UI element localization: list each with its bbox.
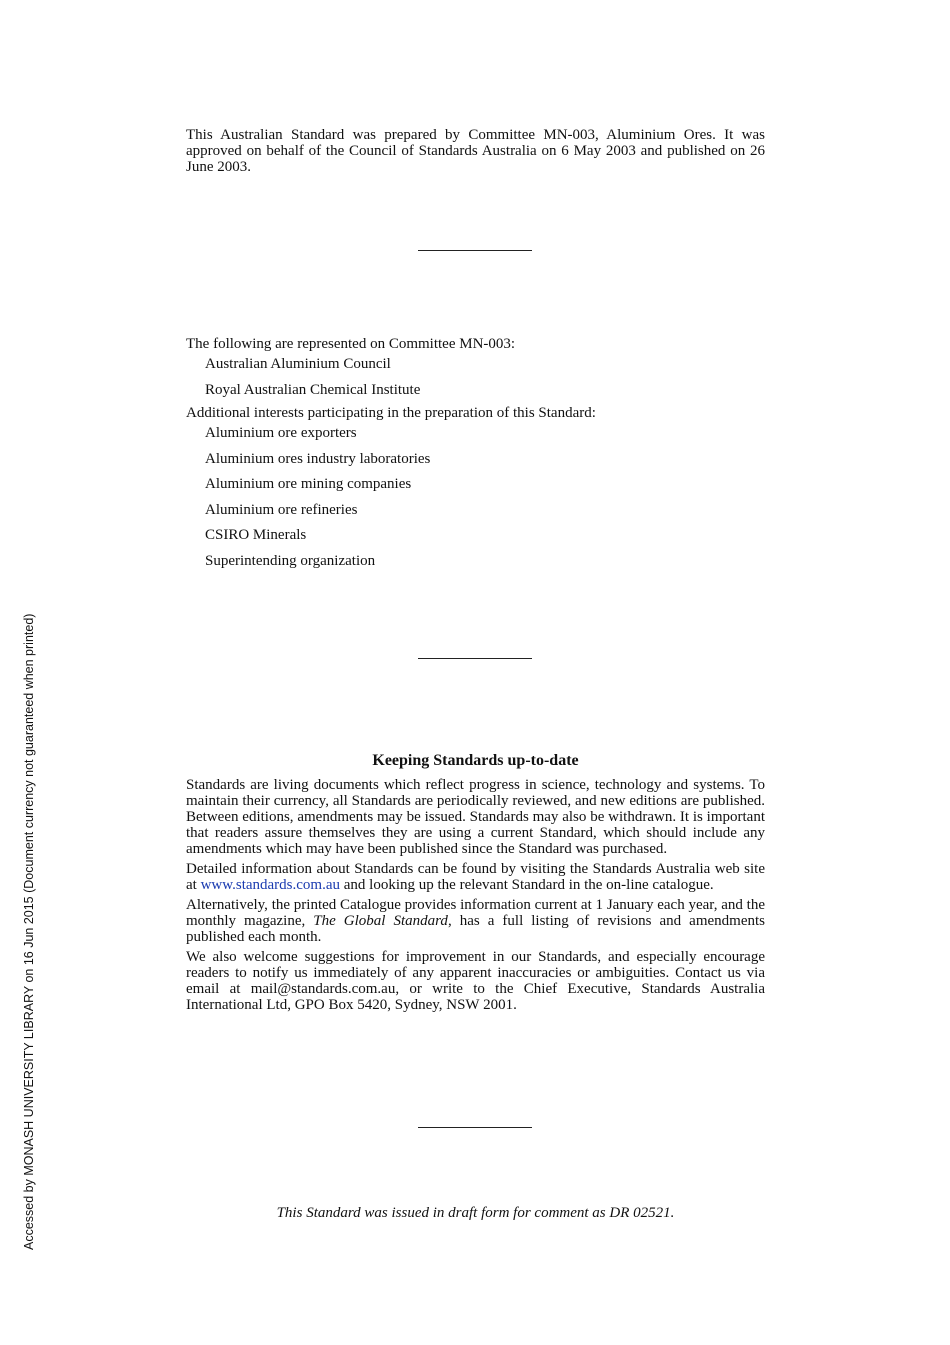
text: and looking up the relevant Standard in the on-line catalogue. — [340, 877, 714, 893]
text: , has a full listing of revisions and amendments published each month. — [186, 913, 765, 945]
magazine-title: The Global Standard — [313, 913, 448, 929]
additional-interest: Superintending organization — [205, 552, 376, 569]
text: Alternatively, the printed Catalogue provides information current at 1 January each year, and the monthly magazine, — [186, 897, 765, 929]
additional-interests-heading: Additional interests participating in the preparation of this Standard: — [186, 405, 596, 421]
paragraph-suggestions: We also welcome suggestions for improvement in our Standards, and especially encourage readers to notify us immediately of any apparent inaccuracies or ambiguities. Contact us via email at mail@standards.com.au, or write to the Chief Executive, Standards Australia International Ltd, GPO Box 5420, Sydney, NSW 2001. — [186, 949, 765, 1013]
committee-member: Australian Aluminium Council — [205, 356, 391, 372]
text: Detailed information about Standards can be found by visiting the Standards Australia web site at — [186, 861, 765, 893]
paragraph-living-documents: Standards are living documents which reflect progress in science, technology and systems. To maintain their currency, all Standards are periodically reviewed, and new editions are published. Between editions, amendments may be issued. Standards may also be withdrawn. It is important that readers assure themselves they are using a current Standard, which should include any amendments which may have been published since the Standard was purchased. — [186, 777, 765, 857]
paragraph-web-site — [186, 861, 765, 893]
additional-interest: Aluminium ore exporters — [205, 425, 357, 441]
paragraph-catalogue — [186, 897, 765, 945]
additional-interest: Aluminium ore refineries — [205, 501, 358, 518]
additional-interest: CSIRO Minerals — [205, 527, 307, 543]
divider — [418, 1127, 532, 1128]
committee-member: Royal Australian Chemical Institute — [205, 381, 421, 398]
committee-section — [186, 336, 765, 574]
additional-interest: Aluminium ore mining companies — [205, 476, 412, 492]
standards-website-link[interactable]: www.standards.com.au — [200, 877, 340, 893]
divider — [418, 250, 532, 251]
section-title: Keeping Standards up-to-date — [372, 752, 579, 769]
divider — [418, 658, 532, 659]
intro-paragraph: This Australian Standard was prepared by Committee MN-003, Aluminium Ores. It was approved on behalf of the Council of Standards Australia on 6 May 2003 and published on 26 June 2003. — [186, 127, 765, 175]
access-stamp: Accessed by MONASH UNIVERSITY LIBRARY on 16 Jun 2015 (Document currency not guaranteed when printed) — [22, 613, 36, 1250]
additional-interest: Aluminium ores industry laboratories — [205, 450, 431, 467]
committee-heading: The following are represented on Committee MN-003: — [186, 336, 516, 352]
draft-note: This Standard was issued in draft form for comment as DR 02521. — [276, 1205, 675, 1221]
keeping-standards-section — [186, 752, 765, 1017]
